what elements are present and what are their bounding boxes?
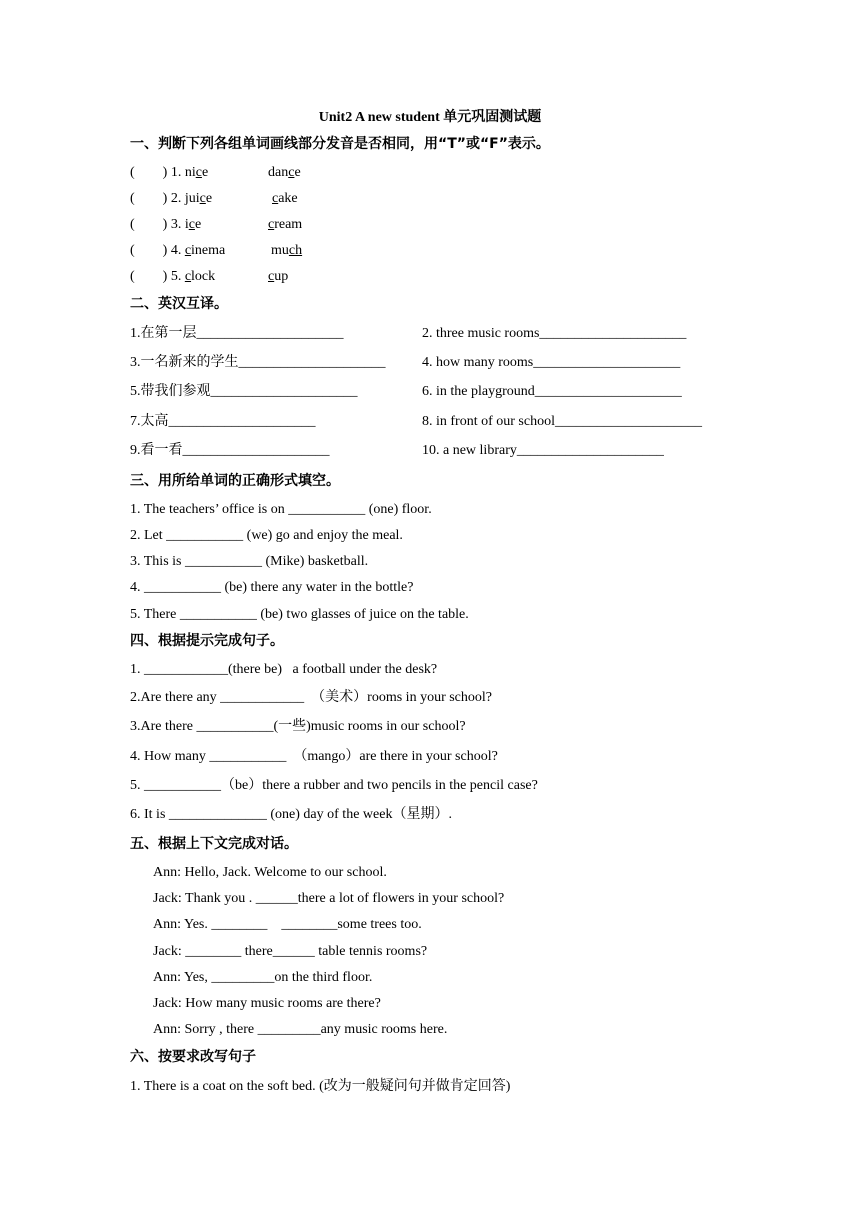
s1-item-1: ( ) 1. nice [130,165,209,180]
s1-item-4: ( ) 4. cinema [130,243,226,258]
s4-item-6: 6. It is ______________ (one) day of the week（星期）. [130,807,452,822]
s1-item-2-word2: cake [272,191,298,206]
dialogue-line-5: Ann: Yes, _________on the third floor. [153,970,373,985]
s2-right-1: 2. three music rooms_____________________ [422,326,687,341]
s4-item-2: 2.Are there any ____________ （美术）rooms in your school? [130,690,492,705]
section-6-heading: 六、按要求改写句子 [130,1049,256,1065]
s4-item-4: 4. How many ___________ （mango）are there in your school? [130,749,498,764]
s4-item-3: 3.Are there ___________(一些)music rooms in our school? [130,719,466,734]
s1-item-3: ( ) 3. ice [130,217,202,232]
s1-item-4-word2: much [271,243,303,258]
dialogue-line-7: Ann: Sorry , there _________any music rooms here. [153,1022,448,1037]
section-5-heading: 五、根据上下文完成对话。 [130,836,298,852]
dialogue-line-4: Jack: ________ there______ table tennis rooms? [153,944,428,959]
section-4-heading: 四、根据提示完成句子。 [130,633,284,649]
s3-item-4: 4. ___________ (be) there any water in the bottle? [130,580,414,595]
dialogue-line-1: Ann: Hello, Jack. Welcome to our school. [153,865,387,880]
s4-item-1: 1. ____________(there be) a football under the desk? [130,662,438,677]
s1-item-1-word2: dance [268,165,301,180]
s2-right-5: 10. a new library_____________________ [422,443,664,458]
s1-item-5: ( ) 5. clock [130,269,216,284]
section-3-heading: 三、用所给单词的正确形式填空。 [130,473,340,489]
s2-right-3: 6. in the playground_____________________ [422,384,682,399]
worksheet-title: Unit2 A new student 单元巩固测试题 [318,110,542,125]
s2-left-1: 1.在第一层_____________________ [130,326,344,341]
s2-left-5: 9.看一看_____________________ [130,443,330,458]
s2-left-3: 5.带我们参观_____________________ [130,384,358,399]
s2-left-4: 7.太高_____________________ [130,414,316,429]
s1-item-3-word2: cream [268,217,303,232]
s2-right-4: 8. in front of our school_____________________ [422,414,702,429]
s4-item-5: 5. ___________（be）there a rubber and two pencils in the pencil case? [130,778,538,793]
section-2-heading: 二、英汉互译。 [130,296,228,312]
dialogue-line-3: Ann: Yes. ________ ________some trees too. [153,917,422,932]
section-1-heading: 一、判断下列各组单词画线部分发音是否相同，用“T”或“F”表示。 [130,136,550,152]
s3-item-1: 1. The teachers’ office is on ___________ (one) floor. [130,502,432,517]
s2-right-2: 4. how many rooms_____________________ [422,355,681,370]
s2-left-2: 3.一名新来的学生_____________________ [130,355,386,370]
s3-item-5: 5. There ___________ (be) two glasses of juice on the table. [130,607,469,622]
dialogue-line-2: Jack: Thank you . ______there a lot of flowers in your school? [153,891,505,906]
s1-item-5-word2: cup [268,269,289,284]
dialogue-line-6: Jack: How many music rooms are there? [153,996,381,1011]
s6-item-1: 1. There is a coat on the soft bed. (改为一般疑问句并做肯定回答) [130,1079,511,1094]
s1-item-2: ( ) 2. juice [130,191,213,206]
s3-item-3: 3. This is ___________ (Mike) basketball. [130,554,369,569]
s3-item-2: 2. Let ___________ (we) go and enjoy the meal. [130,528,403,543]
